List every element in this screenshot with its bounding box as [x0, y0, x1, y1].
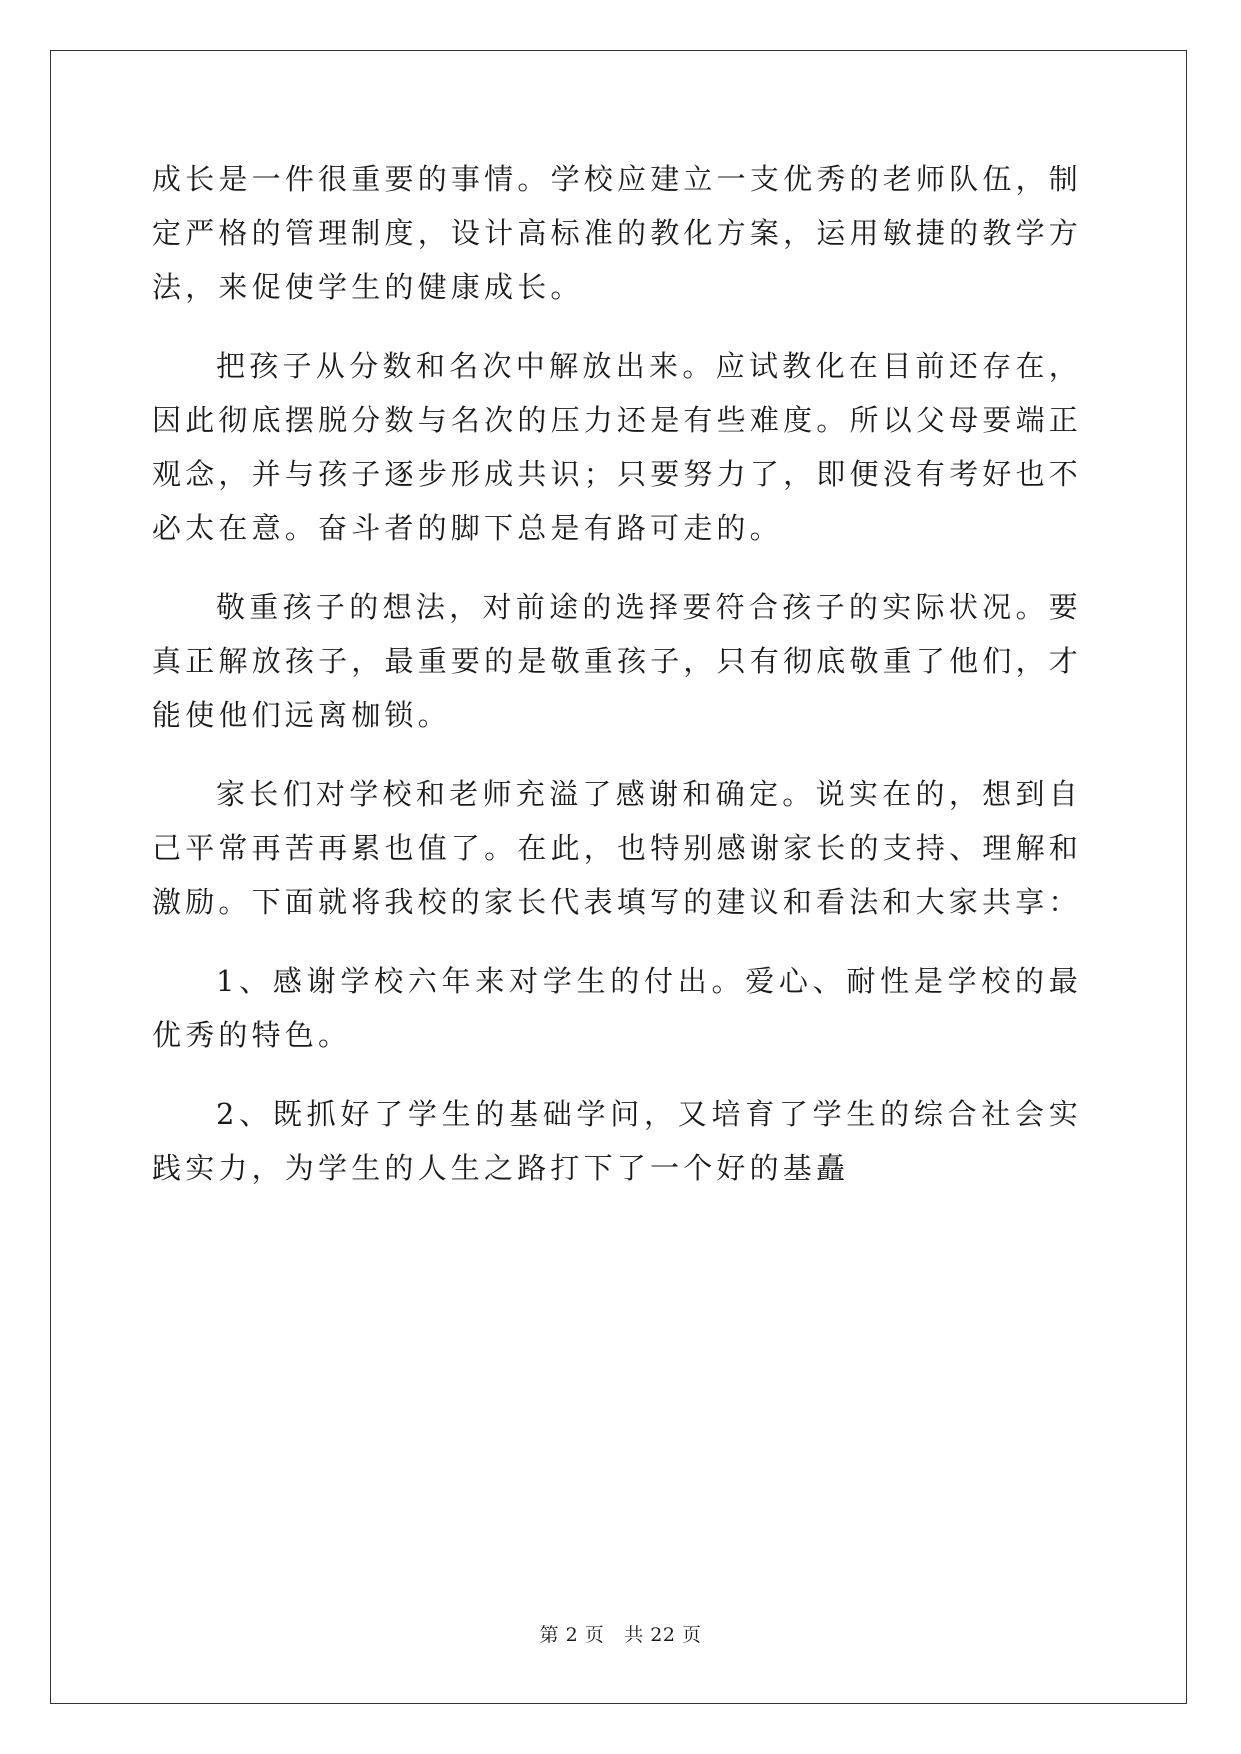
page-footer — [0, 1620, 1241, 1647]
paragraph-2: 把孩子从分数和名次中解放出来。应试教化在目前还存在，因此彻底摆脱分数与名次的压力还是有些难度。所以父母要端正观念，并与孩子逐步形成共识；只要努力了，即便没有考好也不必太在意。奋斗者的脚下总是有路可走的。 — [152, 349, 1082, 545]
document-body — [152, 152, 1082, 1195]
paragraph-6: 2、既抓好了学生的基础学问，又培育了学生的综合社会实践实力，为学生的人生之路打下了一个好的基矗 — [152, 1097, 1082, 1185]
paragraph-3: 敬重孩子的想法，对前途的选择要符合孩子的实际状况。要真正解放孩子，最重要的是敬重孩子，只有彻底敬重了他们，才能使他们远离枷锁。 — [152, 590, 1082, 732]
paragraph-5: 1、感谢学校六年来对学生的付出。爱心、耐性是学校的最优秀的特色。 — [152, 964, 1082, 1052]
paragraph-1: 成长是一件很重要的事情。学校应建立一支优秀的老师队伍，制定严格的管理制度，设计高标准的教化方案，运用敏捷的教学方法，来促使学生的健康成长。 — [152, 162, 1082, 304]
page-number: 第 2 页 — [539, 1624, 605, 1646]
paragraph-4: 家长们对学校和老师充溢了感谢和确定。说实在的，想到自己平常再苦再累也值了。在此，也特别感谢家长的支持、理解和激励。下面就将我校的家长代表填写的建议和看法和大家共享： — [152, 777, 1082, 919]
page-total: 共 22 页 — [624, 1624, 702, 1646]
